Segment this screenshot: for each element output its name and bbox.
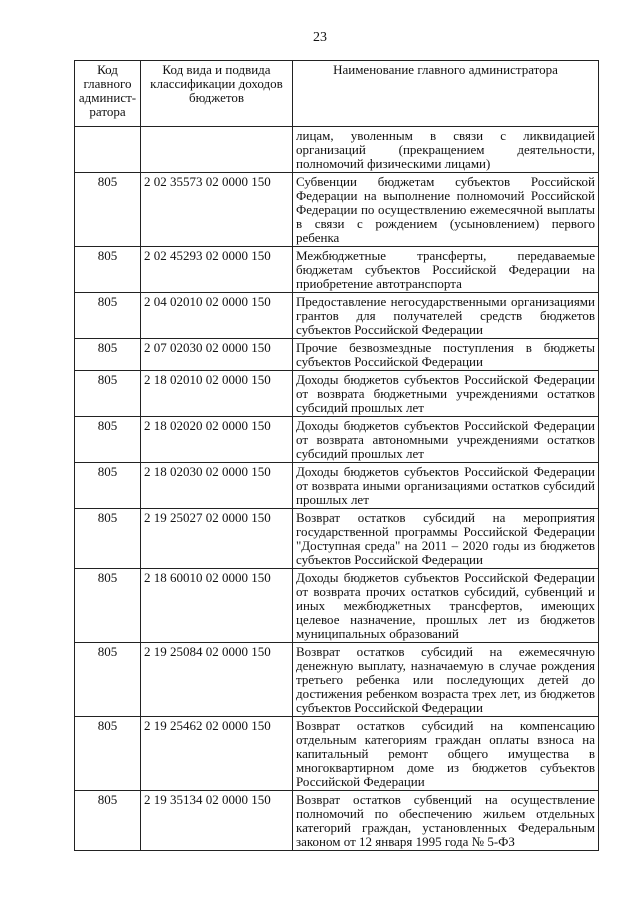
header-income-code: Код вида и подвида классификации доходов бюджетов [141,61,293,127]
income-code-cell: 2 19 35134 02 0000 150 [141,791,293,851]
admin-code-cell: 805 [75,569,141,643]
table-row [75,643,599,717]
income-code-cell: 2 18 02020 02 0000 150 [141,417,293,463]
table-row [75,463,599,509]
admin-code-cell: 805 [75,717,141,791]
admin-name-cell: лицам, уволенным в связи с ликвидацией организаций (прекращением деятельности, полномочий физическими лицами) [293,127,599,173]
income-code-cell: 2 02 35573 02 0000 150 [141,173,293,247]
admin-name-cell: Возврат остатков субсидий на компенсацию отдельным категориям граждан оплаты взноса на капитальный ремонт общего имущества в многоквартирном доме из бюджетов субъектов Российской Федерации [293,717,599,791]
income-code-cell: 2 19 25462 02 0000 150 [141,717,293,791]
table-row [75,791,599,851]
admin-name-cell: Доходы бюджетов субъектов Российской Федерации от возврата прочих остатков субсидий, субвенций и иных межбюджетных трансфертов, имеющих целевое назначение, прошлых лет из бюджетов муниципальных образований [293,569,599,643]
admin-code-cell: 805 [75,643,141,717]
admin-code-cell: 805 [75,791,141,851]
table-row [75,173,599,247]
table-row [75,339,599,371]
admin-code-cell: 805 [75,417,141,463]
table-header-row [75,61,599,127]
administrators-table [74,60,599,851]
admin-code-cell: 805 [75,463,141,509]
table-row [75,717,599,791]
admin-name-cell: Возврат остатков субсидий на ежемесячную денежную выплату, назначаемую в случае рождения третьего ребенка или последующих детей до достижения ребенком возраста трех лет, из бюджетов субъектов Российской Федерации [293,643,599,717]
admin-code-cell: 805 [75,509,141,569]
admin-name-cell: Доходы бюджетов субъектов Российской Федерации от возврата иными организациями остатков субсидий прошлых лет [293,463,599,509]
admin-code-cell [75,127,141,173]
admin-name-cell: Доходы бюджетов субъектов Российской Федерации от возврата автономными учреждениями остатков субсидий прошлых лет [293,417,599,463]
table-row [75,569,599,643]
income-code-cell: 2 07 02030 02 0000 150 [141,339,293,371]
header-admin-code: Код главного админист-ратора [75,61,141,127]
table-row [75,293,599,339]
table-row [75,247,599,293]
admin-code-cell: 805 [75,371,141,417]
income-code-cell: 2 19 25027 02 0000 150 [141,509,293,569]
admin-name-cell: Субвенции бюджетам субъектов Российской Федерации на выполнение полномочий Российской Федерации по осуществлению ежемесячной выплаты в связи с рождением (усыновлением) первого ребенка [293,173,599,247]
admin-name-cell: Доходы бюджетов субъектов Российской Федерации от возврата бюджетными учреждениями остатков субсидий прошлых лет [293,371,599,417]
admin-name-cell: Предоставление негосударственными организациями грантов для получателей средств бюджетов субъектов Российской Федерации [293,293,599,339]
income-code-cell: 2 18 60010 02 0000 150 [141,569,293,643]
admin-code-cell: 805 [75,339,141,371]
income-code-cell [141,127,293,173]
table-row [75,417,599,463]
admin-code-cell: 805 [75,293,141,339]
admin-name-cell: Возврат остатков субсидий на мероприятия государственной программы Российской Федерации "Доступная среда" на 2011 – 2020 годы из бюджетов субъектов Российской Федерации [293,509,599,569]
admin-code-cell: 805 [75,247,141,293]
table-row [75,371,599,417]
income-code-cell: 2 02 45293 02 0000 150 [141,247,293,293]
page-number: 23 [313,30,327,45]
income-code-cell: 2 18 02030 02 0000 150 [141,463,293,509]
income-code-cell: 2 19 25084 02 0000 150 [141,643,293,717]
admin-name-cell: Прочие безвозмездные поступления в бюджеты субъектов Российской Федерации [293,339,599,371]
table-row [75,127,599,173]
admin-name-cell: Возврат остатков субвенций на осуществление полномочий по обеспечению жильем отдельных категорий граждан, установленных Федеральным законом от 12 января 1995 года № 5-ФЗ [293,791,599,851]
income-code-cell: 2 04 02010 02 0000 150 [141,293,293,339]
table-row [75,509,599,569]
header-admin-name: Наименование главного администратора [293,61,599,127]
admin-name-cell: Межбюджетные трансферты, передаваемые бюджетам субъектов Российской Федерации на приобретение автотранспорта [293,247,599,293]
admin-code-cell: 805 [75,173,141,247]
income-code-cell: 2 18 02010 02 0000 150 [141,371,293,417]
